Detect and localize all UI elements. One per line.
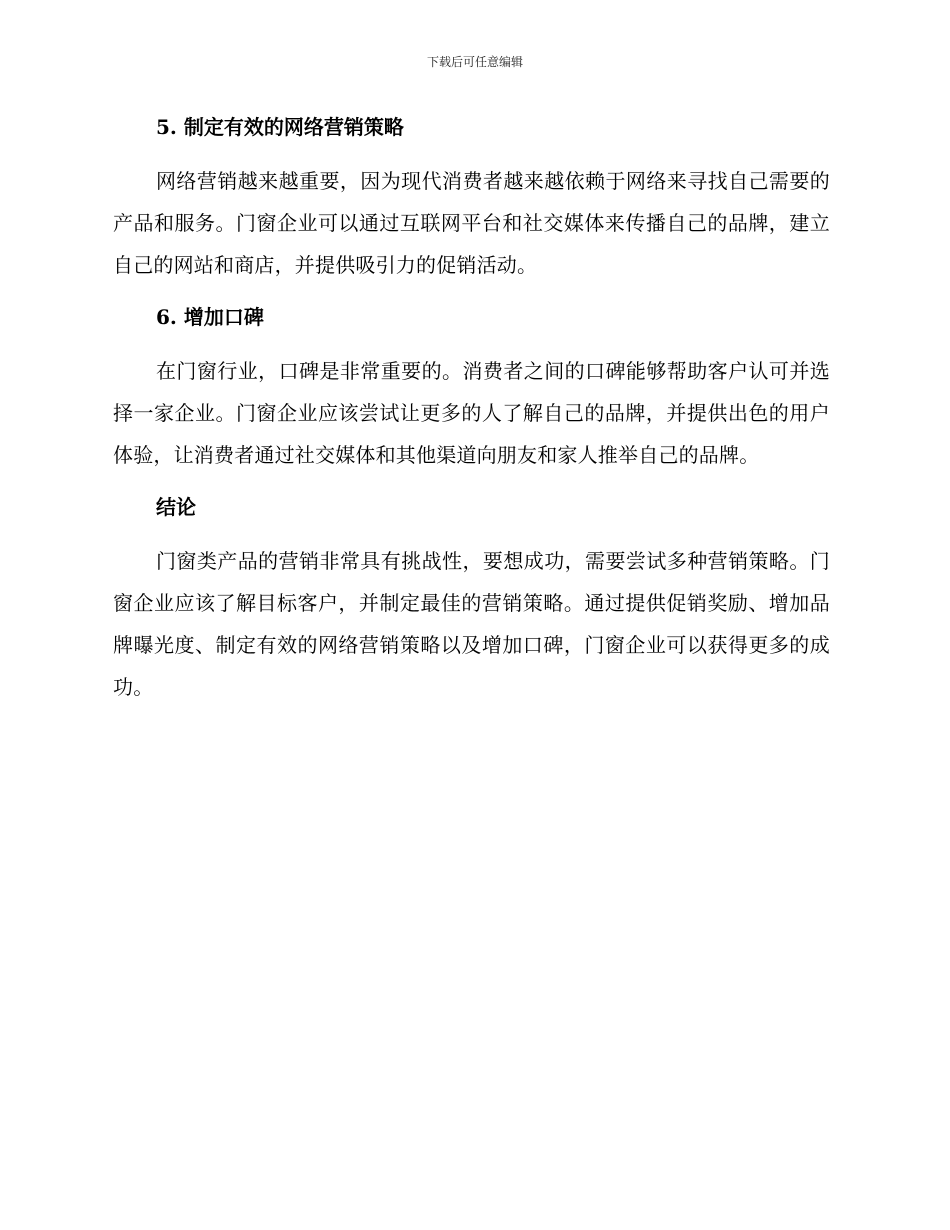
paragraph-conclusion: 门窗类产品的营销非常具有挑战性，要想成功，需要尝试多种营销策略。门窗企业应该了解目标客户，并制定最佳的营销策略。通过提供促销奖励、增加品牌曝光度、制定有效的网络营销策略以及增加口碑，门窗企业可以获得更多的成功。 <box>113 549 830 699</box>
section-heading-conclusion: 结论 <box>156 495 196 519</box>
document-content <box>113 110 830 708</box>
header-note: 下载后可任意编辑 <box>426 55 523 69</box>
section-heading-online-marketing: 5. 制定有效的网络营销策略 <box>156 115 404 139</box>
paragraph-online-marketing: 网络营销越来越重要，因为现代消费者越来越依赖于网络来寻找自己需要的产品和服务。门窗企业可以通过互联网平台和社交媒体来传播自己的品牌，建立自己的网站和商店，并提供吸引力的促销活动。 <box>113 169 830 277</box>
section-heading-word-of-mouth: 6. 增加口碑 <box>156 305 264 329</box>
paragraph-word-of-mouth: 在门窗行业，口碑是非常重要的。消费者之间的口碑能够帮助客户认可并选择一家企业。门窗企业应该尝试让更多的人了解自己的品牌，并提供出色的用户体验，让消费者通过社交媒体和其他渠道向朋友和家人推举自己的品牌。 <box>113 359 830 467</box>
